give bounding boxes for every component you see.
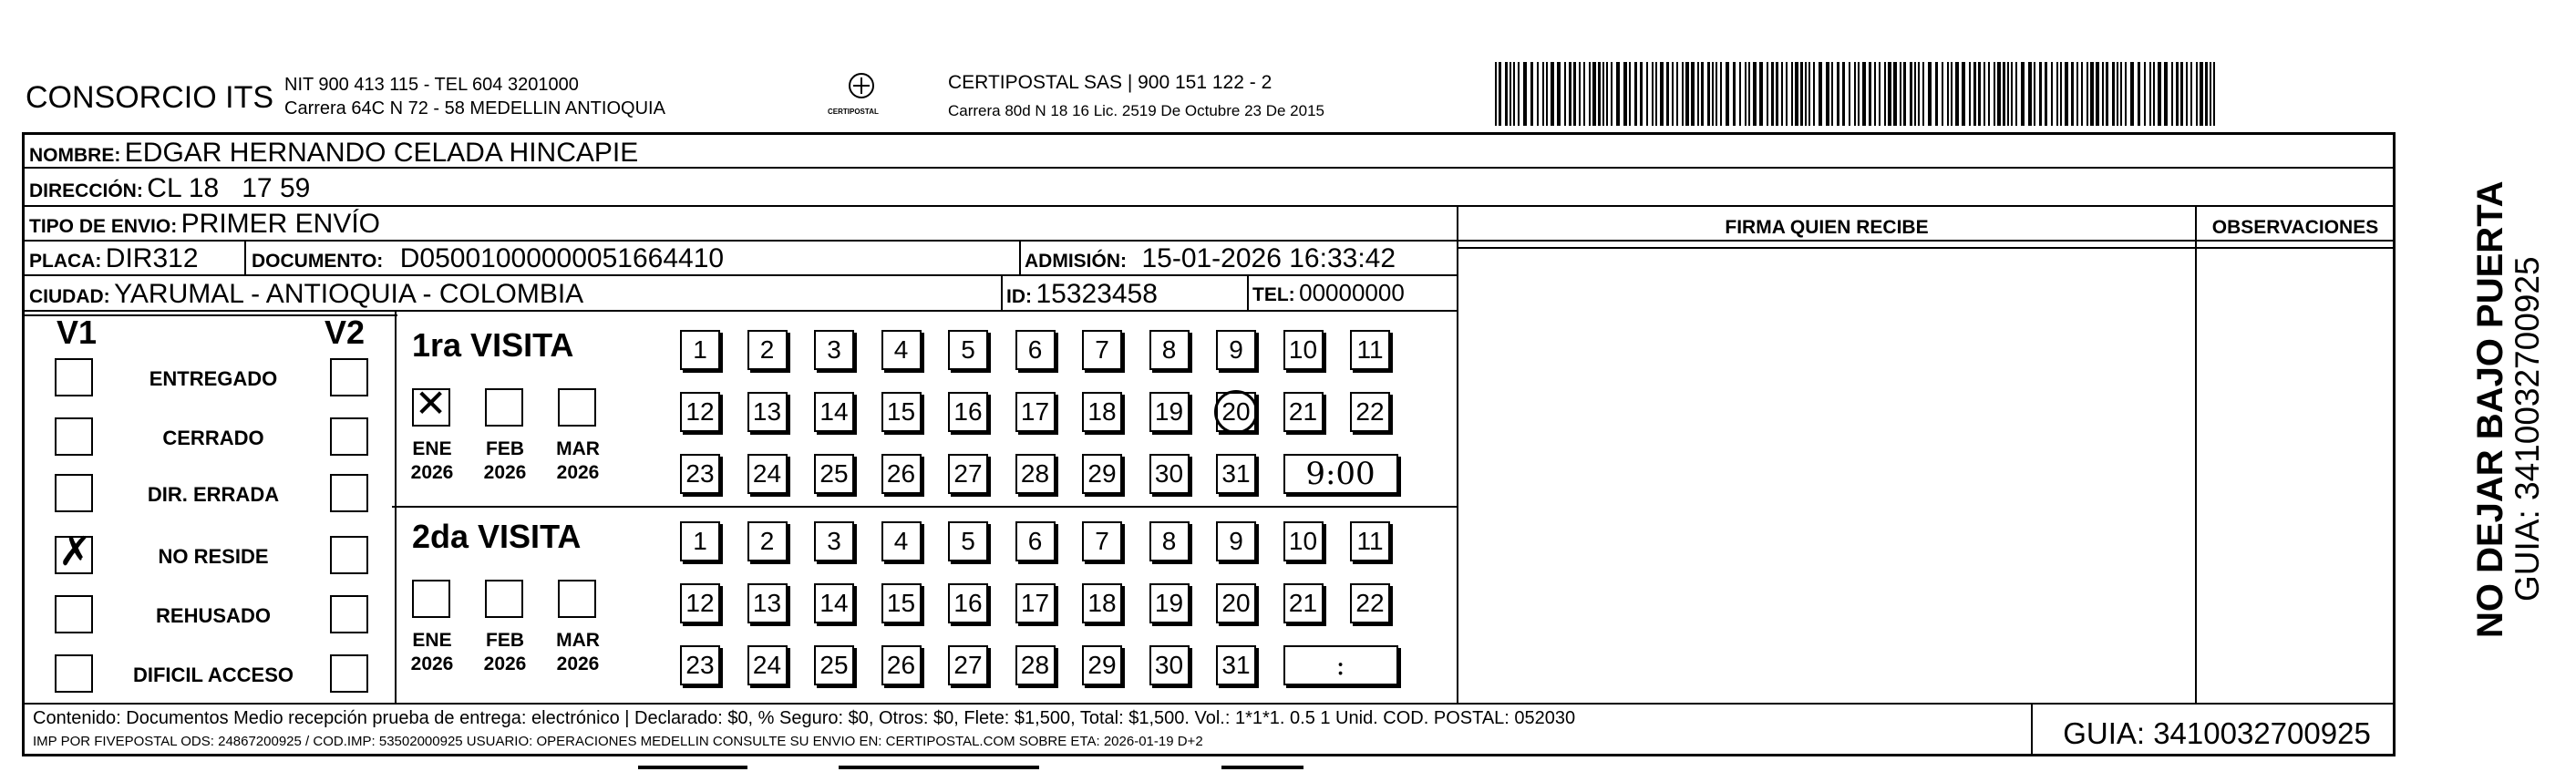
day-box-2[interactable]: 2 bbox=[747, 521, 788, 561]
v2-checkbox-rehusado[interactable] bbox=[330, 595, 368, 633]
day-box-5[interactable]: 5 bbox=[948, 330, 988, 370]
certipostal-line1: CERTIPOSTAL SAS | 900 151 122 - 2 bbox=[948, 72, 1273, 93]
day-box-18[interactable]: 18 bbox=[1082, 583, 1122, 623]
month-name: MAR bbox=[556, 438, 600, 459]
ciudad-label: CIUDAD: bbox=[29, 286, 110, 307]
ciudad-field bbox=[29, 279, 583, 310]
day-box-20[interactable]: 20 bbox=[1216, 392, 1256, 432]
cut-mark bbox=[839, 766, 1039, 769]
day-box-17[interactable]: 17 bbox=[1015, 392, 1056, 432]
day-box-13[interactable]: 13 bbox=[747, 392, 788, 432]
v2-checkbox-cerrado[interactable] bbox=[330, 417, 368, 456]
day-box-13[interactable]: 13 bbox=[747, 583, 788, 623]
day-box-6[interactable]: 6 bbox=[1015, 330, 1056, 370]
cut-mark bbox=[638, 766, 747, 769]
month-checkbox-mar[interactable] bbox=[558, 580, 596, 618]
status-label-dificil-acceso: DIFICIL ACCESO bbox=[132, 664, 294, 686]
day-box-30[interactable]: 30 bbox=[1149, 645, 1190, 685]
company-name: CONSORCIO ITS bbox=[26, 80, 274, 115]
day-box-22[interactable]: 22 bbox=[1350, 392, 1390, 432]
address-line: Carrera 64C N 72 - 58 MEDELLIN ANTIOQUIA bbox=[284, 98, 665, 118]
month-label bbox=[405, 629, 459, 676]
day-box-6[interactable]: 6 bbox=[1015, 521, 1056, 561]
firma-label: FIRMA QUIEN RECIBE bbox=[1725, 217, 1929, 238]
day-box-16[interactable]: 16 bbox=[948, 583, 988, 623]
v2-checkbox-dir-errada[interactable] bbox=[330, 474, 368, 512]
month-checkbox-feb[interactable] bbox=[485, 580, 523, 618]
no-dejar-label: NO DEJAR BAJO PUERTA bbox=[2470, 180, 2510, 638]
day-box-4[interactable]: 4 bbox=[881, 521, 922, 561]
status-label-dir-errada: DIR. ERRADA bbox=[147, 483, 280, 506]
status-label-rehusado: REHUSADO bbox=[156, 604, 271, 627]
month-year: 2026 bbox=[556, 653, 600, 674]
tipo-label: TIPO DE ENVIO: bbox=[29, 216, 178, 237]
day-box-26[interactable]: 26 bbox=[881, 454, 922, 494]
nombre-label: NOMBRE: bbox=[29, 145, 121, 166]
day-box-12[interactable]: 12 bbox=[680, 583, 720, 623]
month-name: FEB bbox=[486, 438, 524, 459]
documento-field bbox=[252, 243, 724, 274]
day-box-3[interactable]: 3 bbox=[814, 330, 854, 370]
month-label bbox=[551, 629, 605, 676]
day-box-18[interactable]: 18 bbox=[1082, 392, 1122, 432]
day-box-29[interactable]: 29 bbox=[1082, 645, 1122, 685]
side-guia-label: GUIA: 3410032700925 bbox=[2509, 256, 2546, 602]
status-label-cerrado: CERRADO bbox=[162, 427, 264, 449]
day-box-21[interactable]: 21 bbox=[1283, 392, 1324, 432]
day-box-22[interactable]: 22 bbox=[1350, 583, 1390, 623]
day-box-14[interactable]: 14 bbox=[814, 583, 854, 623]
imp-text: IMP POR FIVEPOSTAL ODS: 24867200925 / COD.IMP: 53502000925 USUARIO: OPERACIONES MEDELLIN CONSULTE SU ENVIO EN: CERTIPOSTAL.COM SOBRE ETA: 2026-01-19 D+2 bbox=[33, 734, 1203, 749]
day-box-14[interactable]: 14 bbox=[814, 392, 854, 432]
day-box-1[interactable]: 1 bbox=[680, 330, 720, 370]
tipo-value: PRIMER ENVÍO bbox=[180, 209, 381, 239]
day-box-26[interactable]: 26 bbox=[881, 645, 922, 685]
day-box-25[interactable]: 25 bbox=[814, 454, 854, 494]
admision-label: ADMISIÓN: bbox=[1025, 251, 1127, 272]
day-box-29[interactable]: 29 bbox=[1082, 454, 1122, 494]
day-box-10[interactable]: 10 bbox=[1283, 521, 1324, 561]
nit-line: NIT 900 413 115 - TEL 604 3201000 bbox=[284, 75, 579, 95]
direccion-label: DIRECCIÓN: bbox=[29, 180, 143, 201]
month-year: 2026 bbox=[483, 653, 527, 674]
id-field bbox=[1006, 279, 1158, 310]
day-box-17[interactable]: 17 bbox=[1015, 583, 1056, 623]
month-year: 2026 bbox=[410, 653, 454, 674]
id-value: 15323458 bbox=[1036, 279, 1158, 309]
month-label bbox=[478, 437, 532, 485]
v1-checkbox-cerrado[interactable] bbox=[55, 417, 93, 456]
admision-value: 15-01-2026 16:33:42 bbox=[1141, 243, 1396, 273]
month-label bbox=[405, 437, 459, 485]
day-box-3[interactable]: 3 bbox=[814, 521, 854, 561]
day-box-31[interactable]: 31 bbox=[1216, 454, 1256, 494]
month-label bbox=[478, 629, 532, 676]
day-box-28[interactable]: 28 bbox=[1015, 645, 1056, 685]
month-year: 2026 bbox=[556, 462, 600, 483]
direccion-field bbox=[29, 173, 310, 204]
direccion-value: CL 18 17 59 bbox=[147, 173, 311, 203]
tel-field bbox=[1252, 279, 1405, 307]
day-box-10[interactable]: 10 bbox=[1283, 330, 1324, 370]
v1-checkbox-rehusado[interactable] bbox=[55, 595, 93, 633]
day-box-23[interactable]: 23 bbox=[680, 645, 720, 685]
tipo-field bbox=[29, 209, 380, 240]
ciudad-value: YARUMAL - ANTIOQUIA - COLOMBIA bbox=[114, 279, 584, 309]
placa-label: PLACA: bbox=[29, 251, 102, 272]
day-box-7[interactable]: 7 bbox=[1082, 330, 1122, 370]
day-box-9[interactable]: 9 bbox=[1216, 521, 1256, 561]
day-box-11[interactable]: 11 bbox=[1350, 521, 1390, 561]
month-checkbox-mar[interactable] bbox=[558, 388, 596, 427]
status-label-no-reside: NO RESIDE bbox=[158, 545, 269, 568]
v2-checkbox-dificil-acceso[interactable] bbox=[330, 654, 368, 693]
day-box-27[interactable]: 27 bbox=[948, 645, 988, 685]
tel-value: 00000000 bbox=[1299, 279, 1405, 306]
observaciones-label: OBSERVACIONES bbox=[2211, 217, 2379, 238]
day-box-19[interactable]: 19 bbox=[1149, 583, 1190, 623]
month-checkbox-feb[interactable] bbox=[485, 388, 523, 427]
placa-value: DIR312 bbox=[105, 243, 199, 273]
day-box-23[interactable]: 23 bbox=[680, 454, 720, 494]
placa-field bbox=[29, 243, 199, 274]
month-year: 2026 bbox=[483, 462, 527, 483]
v2-label: V2 bbox=[325, 314, 366, 351]
visit-time-box[interactable]: : bbox=[1283, 645, 1398, 685]
documento-label: DOCUMENTO: bbox=[252, 251, 384, 272]
month-checkbox-ene[interactable] bbox=[412, 580, 450, 618]
month-year: 2026 bbox=[410, 462, 454, 483]
day-box-4[interactable]: 4 bbox=[881, 330, 922, 370]
month-label bbox=[551, 437, 605, 485]
documento-value: D05001000000051664410 bbox=[399, 243, 725, 273]
tel-label: TEL: bbox=[1252, 284, 1295, 305]
day-box-19[interactable]: 19 bbox=[1149, 392, 1190, 432]
day-box-12[interactable]: 12 bbox=[680, 392, 720, 432]
id-label: ID: bbox=[1006, 286, 1032, 307]
v2-checkbox-entregado[interactable] bbox=[330, 358, 368, 396]
logo-caption: CERTIPOSTAL bbox=[828, 108, 879, 116]
barcode bbox=[1495, 62, 2220, 126]
day-box-28[interactable]: 28 bbox=[1015, 454, 1056, 494]
day-box-9[interactable]: 9 bbox=[1216, 330, 1256, 370]
day-box-20[interactable]: 20 bbox=[1216, 583, 1256, 623]
month-name: ENE bbox=[412, 438, 452, 459]
v1-checkbox-entregado[interactable] bbox=[55, 358, 93, 396]
admision-field bbox=[1025, 243, 1396, 274]
day-box-16[interactable]: 16 bbox=[948, 392, 988, 432]
day-box-8[interactable]: 8 bbox=[1149, 330, 1190, 370]
day-box-27[interactable]: 27 bbox=[948, 454, 988, 494]
day-box-25[interactable]: 25 bbox=[814, 645, 854, 685]
day-box-15[interactable]: 15 bbox=[881, 583, 922, 623]
day-box-21[interactable]: 21 bbox=[1283, 583, 1324, 623]
month-name: FEB bbox=[486, 630, 524, 651]
nombre-value: EDGAR HERNANDO CELADA HINCAPIE bbox=[124, 138, 639, 168]
visit-time-box[interactable]: 9:00 bbox=[1283, 454, 1398, 494]
day-circle-mark bbox=[1214, 390, 1258, 434]
certipostal-line2: Carrera 80d N 18 16 Lic. 2519 De Octubre 23 De 2015 bbox=[948, 102, 1324, 119]
day-box-11[interactable]: 11 bbox=[1350, 330, 1390, 370]
v1-checkbox-dificil-acceso[interactable] bbox=[55, 654, 93, 693]
v1-label: V1 bbox=[57, 314, 98, 351]
guia-footer: GUIA: 3410032700925 bbox=[2063, 716, 2371, 750]
day-box-8[interactable]: 8 bbox=[1149, 521, 1190, 561]
day-box-1[interactable]: 1 bbox=[680, 521, 720, 561]
v1-check-mark: ✗ bbox=[58, 529, 92, 575]
day-box-31[interactable]: 31 bbox=[1216, 645, 1256, 685]
month-name: ENE bbox=[412, 630, 452, 651]
day-box-24[interactable]: 24 bbox=[747, 645, 788, 685]
day-box-7[interactable]: 7 bbox=[1082, 521, 1122, 561]
day-box-2[interactable]: 2 bbox=[747, 330, 788, 370]
day-box-15[interactable]: 15 bbox=[881, 392, 922, 432]
day-box-24[interactable]: 24 bbox=[747, 454, 788, 494]
v1-checkbox-dir-errada[interactable] bbox=[55, 474, 93, 512]
contenido-text: Contenido: Documentos Medio recepción prueba de entrega: electrónico | Declarado: $0, % Seguro: $0, Otros: $0, Flete: $1,500, Total: $1,500. Vol.: 1*1*1. 0.5 1 Unid. COD. POSTAL: 052030 bbox=[33, 708, 1576, 728]
month-check-mark: ✕ bbox=[415, 381, 448, 426]
day-box-5[interactable]: 5 bbox=[948, 521, 988, 561]
cut-mark bbox=[1221, 766, 1303, 769]
status-label-entregado: ENTREGADO bbox=[149, 367, 278, 390]
day-box-30[interactable]: 30 bbox=[1149, 454, 1190, 494]
visit-title: 2da VISITA bbox=[412, 518, 582, 555]
visit-title: 1ra VISITA bbox=[412, 326, 574, 364]
v2-checkbox-no-reside[interactable] bbox=[330, 536, 368, 574]
month-name: MAR bbox=[556, 630, 600, 651]
nombre-field bbox=[29, 138, 638, 169]
